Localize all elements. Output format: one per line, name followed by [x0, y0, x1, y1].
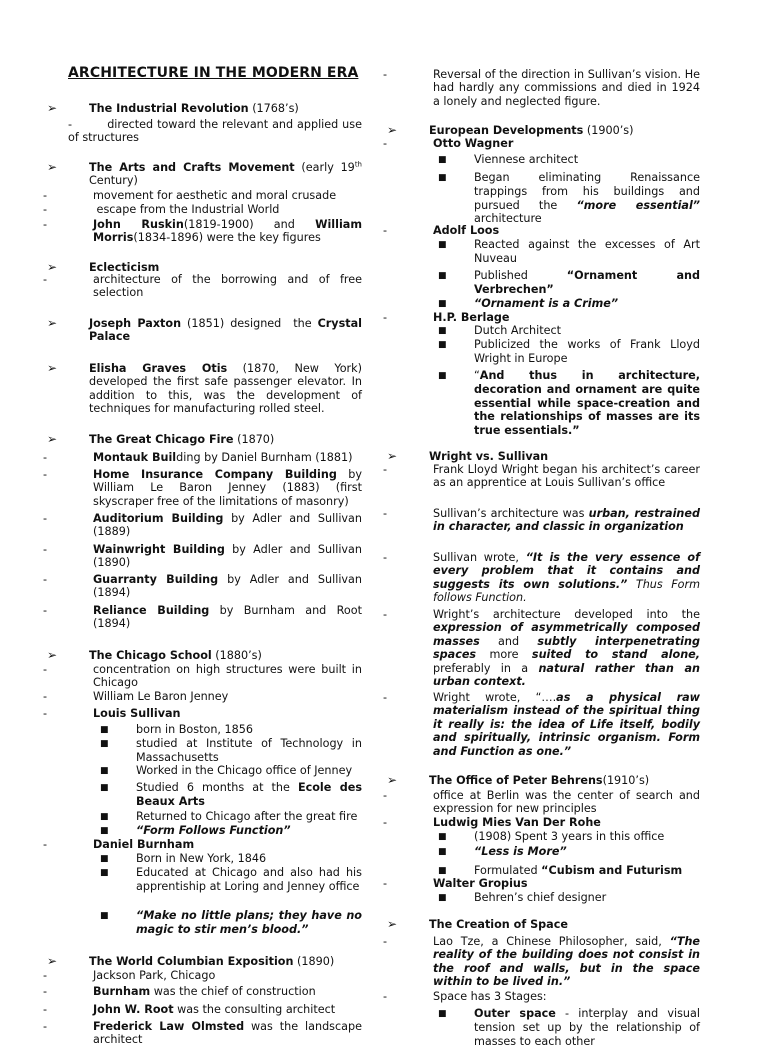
left-dash-item: - Auditorium Building by Adler and Sullivan (1889)	[43, 512, 362, 539]
right-dash-item: - Space has 3 Stages:	[383, 990, 547, 1003]
page-title: ARCHITECTURE IN THE MODERN ERA	[68, 65, 359, 81]
arrow-bullet-icon: ➢	[47, 160, 58, 174]
left-bullet-item: ■ “Form Follows Function”	[100, 824, 291, 837]
left-dash-item: - Daniel Burnham	[43, 838, 195, 851]
right-bullet-item: ■ Reacted against the excesses of Art Nuveau	[438, 238, 700, 266]
left-dash-item: - Guarranty Building by Adler and Sullivan (1894)	[43, 573, 362, 600]
arrow-bullet-icon: ➢	[47, 260, 58, 274]
left-section-heading: ➢ Eclecticism	[47, 260, 160, 274]
left-dash-item: - Wainwright Building by Adler and Sullivan (1890)	[43, 543, 362, 570]
arrow-bullet-icon: ➢	[387, 773, 398, 787]
right-dash-item: - Otto Wagner	[383, 137, 514, 150]
left-dash-item: - Louis Sullivan	[43, 707, 181, 720]
left-section-heading: ➢ Elisha Graves Otis (1870, New York) developed the first safe passenger elevator. In addition to this, was the development of techniques for manufacturing rolled steel.	[47, 361, 362, 416]
left-bullet-item: ■ Returned to Chicago after the great fire	[100, 810, 358, 823]
right-dash-item: - Frank Lloyd Wright began his architect’s career as an apprentice at Louis Sullivan’s office	[383, 463, 700, 490]
left-section-heading: ➢ The Industrial Revolution (1768’s)	[47, 101, 299, 115]
right-dash-item: - Wright’s architecture developed into the expression of asymmetrically composed masses and subtly interpenetrating spaces more suited to stand alone, preferably in a natural rather than an urban context.	[383, 608, 701, 689]
square-bullet-icon: ■	[100, 911, 109, 921]
right-section-heading: ➢ The Office of Peter Behrens(1910’s)	[387, 773, 650, 787]
square-bullet-icon: ■	[438, 893, 447, 903]
left-dash-item: - Jackson Park, Chicago	[43, 969, 216, 982]
right-dash-item: - H.P. Berlage	[383, 311, 510, 324]
square-bullet-icon: ■	[100, 812, 109, 822]
square-bullet-icon: ■	[438, 847, 447, 857]
left-bullet-item: ■ studied at Institute of Technology in Massachusetts	[100, 737, 362, 765]
arrow-bullet-icon: ➢	[387, 917, 398, 931]
square-bullet-icon: ■	[438, 371, 447, 381]
right-dash-item: - Ludwig Mies Van Der Rohe	[383, 816, 601, 829]
arrow-bullet-icon: ➢	[387, 449, 398, 463]
square-bullet-icon: ■	[100, 725, 109, 735]
left-bullet-item: ■ Educated at Chicago and also had his apprentiship at Loring and Jenney office	[100, 866, 362, 894]
left-dash-item: - Home Insurance Company Building by William Le Baron Jenney (1883) (first skyscraper free of the limitations of masonry)	[43, 468, 363, 508]
square-bullet-icon: ■	[438, 271, 447, 281]
square-bullet-icon: ■	[438, 155, 447, 165]
square-bullet-icon: ■	[100, 854, 109, 864]
left-dash-item: - concentration on high structures were built in Chicago	[43, 663, 362, 690]
right-bullet-item: ■ Outer space - interplay and visual tension set up by the relationship of masses to each other	[438, 1007, 700, 1048]
right-column	[383, 0, 701, 1048]
left-section-heading: ➢ The Arts and Crafts Movement (early 19th Century)	[47, 160, 362, 188]
right-dash-item: - Reversal of the direction in Sullivan’s vision. He had hardly any commissions and died in 1924 a lonely and neglected figure.	[383, 68, 700, 108]
square-bullet-icon: ■	[438, 832, 447, 842]
right-bullet-item: ■ Began eliminating Renaissance trappings from his buildings and pursued the “more essential” architecture	[438, 171, 701, 226]
right-bullet-item: ■ Publicized the works of Frank Lloyd Wright in Europe	[438, 338, 700, 366]
right-bullet-item: ■ “Less is More”	[438, 845, 567, 858]
right-section-heading: ➢ Wright vs. Sullivan	[387, 449, 549, 463]
left-dash-item: - Frederick Law Olmsted was the landscape architect	[43, 1020, 362, 1047]
square-bullet-icon: ■	[100, 739, 109, 749]
square-bullet-icon: ■	[438, 173, 447, 183]
left-section-heading: ➢ The Great Chicago Fire (1870)	[47, 432, 275, 446]
right-bullet-item: ■ “And thus in architecture, decoration and ornament are quite essential while space-creation and the relationships of masses are its true essentials.”	[438, 369, 700, 437]
left-dash-item: - escape from the Industrial World	[43, 203, 280, 216]
right-dash-item: - Sullivan wrote, “It is the very essence of every problem that it contains and suggests its own solutions.” Thus Form follows Function.	[383, 551, 701, 605]
left-bullet-item: ■ “Make no little plans; they have no magic to stir men’s blood.”	[100, 909, 362, 937]
square-bullet-icon: ■	[438, 240, 447, 250]
arrow-bullet-icon: ➢	[47, 316, 58, 330]
right-bullet-item: ■ “Ornament is a Crime”	[438, 297, 619, 310]
left-dash-item: - directed toward the relevant and applied use of structures	[68, 118, 362, 145]
right-bullet-item: ■ Behren’s chief designer	[438, 891, 607, 904]
square-bullet-icon: ■	[438, 340, 447, 350]
right-section-heading: ➢ European Developments (1900’s)	[387, 123, 634, 137]
right-bullet-item: ■ Viennese architect	[438, 153, 579, 166]
right-dash-item: - Sullivan’s architecture was urban, restrained in character, and classic in organization	[383, 507, 700, 534]
right-dash-item: - Walter Gropius	[383, 877, 528, 890]
right-bullet-item: ■ Formulated “Cubism and Futurism	[438, 864, 683, 877]
right-dash-item: - office at Berlin was the center of search and expression for new principles	[383, 789, 700, 816]
left-dash-item: - architecture of the borrowing and of free selection	[43, 273, 362, 300]
square-bullet-icon: ■	[100, 868, 109, 878]
left-bullet-item: ■ born in Boston, 1856	[100, 723, 254, 736]
left-dash-item: - Reliance Building by Burnham and Root (1894)	[43, 604, 362, 631]
left-dash-item: - Burnham was the chief of construction	[43, 985, 316, 998]
arrow-bullet-icon: ➢	[387, 123, 398, 137]
left-dash-item: - Montauk Building by Daniel Burnham (1881)	[43, 451, 353, 464]
right-dash-item: - Lao Tze, a Chinese Philosopher, said, “The reality of the building does not consist in the roof and walls, but in the space within to be lived in.”	[383, 935, 700, 989]
square-bullet-icon: ■	[100, 826, 109, 836]
right-section-heading: ➢ The Creation of Space	[387, 917, 568, 931]
left-dash-item: - William Le Baron Jenney	[43, 690, 229, 703]
square-bullet-icon: ■	[438, 866, 447, 876]
right-bullet-item: ■ (1908) Spent 3 years in this office	[438, 830, 665, 843]
left-bullet-item: ■ Born in New York, 1846	[100, 852, 267, 865]
left-section-heading: ➢ The Chicago School (1880’s)	[47, 648, 262, 662]
right-dash-item: - Wright wrote, “….as a physical raw materialism instead of the spiritual thing it really is: the idea of Life itself, bodily and spiritually, intrinsic organism. Form and Function as one.”	[383, 691, 700, 758]
square-bullet-icon: ■	[438, 1009, 447, 1019]
left-section-heading: ➢ Joseph Paxton (1851) designed the Crystal Palace	[47, 316, 362, 344]
left-bullet-item: ■ Worked in the Chicago office of Jenney	[100, 764, 353, 777]
arrow-bullet-icon: ➢	[47, 101, 58, 115]
square-bullet-icon: ■	[100, 783, 109, 793]
arrow-bullet-icon: ➢	[47, 361, 58, 375]
arrow-bullet-icon: ➢	[47, 648, 58, 662]
square-bullet-icon: ■	[438, 326, 447, 336]
left-bullet-item: ■ Studied 6 months at the Ecole des Beaux Arts	[100, 781, 362, 809]
left-dash-item: - John W. Root was the consulting architect	[43, 1003, 336, 1016]
left-column	[43, 0, 363, 1047]
arrow-bullet-icon: ➢	[47, 954, 58, 968]
right-dash-item: - Adolf Loos	[383, 224, 500, 237]
right-bullet-item: ■ Dutch Architect	[438, 324, 562, 337]
left-dash-item: - movement for aesthetic and moral crusade	[43, 189, 337, 202]
arrow-bullet-icon: ➢	[47, 432, 58, 446]
square-bullet-icon: ■	[438, 299, 447, 309]
left-section-heading: ➢ The World Columbian Exposition (1890)	[47, 954, 335, 968]
square-bullet-icon: ■	[100, 766, 109, 776]
right-bullet-item: ■ Published “Ornament and Verbrechen”	[438, 269, 701, 297]
left-dash-item: - John Ruskin(1819-1900) and William Morris(1834-1896) were the key figures	[43, 218, 362, 245]
